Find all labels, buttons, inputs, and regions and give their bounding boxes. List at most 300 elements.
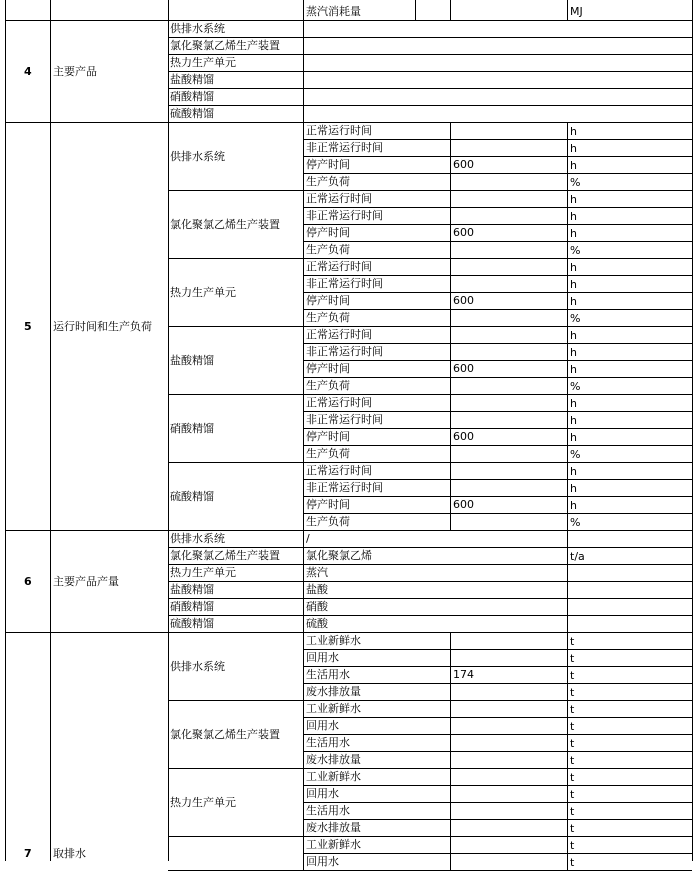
table-border-horizontal [303,853,692,854]
item-label: 回用水 [306,787,339,800]
item-unit: h [570,499,577,512]
item-label: 废水排放量 [306,753,361,766]
table-border-vertical [303,683,304,700]
item-label: 回用水 [306,719,339,732]
table-border-vertical [303,615,304,632]
item-value: 600 [453,362,474,375]
table-border-vertical [450,360,451,377]
table-border-vertical [303,360,304,377]
table-border-vertical [567,326,568,343]
table-border-vertical [303,445,304,462]
item-unit: h [570,482,577,495]
table-border-vertical [567,411,568,428]
item-label: 生活用水 [306,736,350,749]
table-border-horizontal [303,377,692,378]
unit-name: 供排水系统 [170,660,225,673]
table-border-vertical [567,513,568,530]
item-value: 600 [453,430,474,443]
table-border-horizontal [303,734,692,735]
section-title: 主要产品产量 [53,575,119,588]
table-border-vertical [303,768,304,785]
item-unit: t [570,686,575,699]
item-unit: t [570,839,575,852]
table-border-vertical [567,802,568,819]
table-border-vertical [50,0,51,861]
item-label: 工业新鲜水 [306,838,361,851]
item-unit: % [570,516,581,529]
table-border-vertical [303,428,304,445]
table-border-horizontal [5,122,692,123]
table-border-horizontal [303,700,692,701]
item-unit: t [570,703,575,716]
table-border-horizontal [303,394,692,395]
item-unit: h [570,346,577,359]
table-border-vertical [303,122,304,139]
table-border-horizontal [303,241,692,242]
table-border-vertical [450,751,451,768]
item-label: 生产负荷 [306,175,350,188]
table-border-horizontal [5,632,692,633]
table-border-horizontal [303,513,692,514]
table-border-vertical [303,734,304,751]
item-label: 生活用水 [306,668,350,681]
item-label: 停产时间 [306,498,350,511]
table-border-horizontal [168,615,692,616]
table-border-vertical [450,683,451,700]
table-border-vertical [567,190,568,207]
table-border-vertical [567,173,568,190]
item-label: 工业新鲜水 [306,702,361,715]
table-border-vertical [567,343,568,360]
item-label: 非正常运行时间 [306,277,383,290]
item-unit: % [570,312,581,325]
table-border-horizontal [168,326,303,327]
table-border-vertical [450,445,451,462]
item-value: 600 [453,158,474,171]
item-unit: t [570,652,575,665]
unit-name: 供排水系统 [170,22,225,35]
table-border-horizontal [5,20,692,21]
table-border-horizontal [168,394,303,395]
unit-name: 硫酸精馏 [170,107,214,120]
item-unit: h [570,125,577,138]
table-border-horizontal [303,445,692,446]
table-border-vertical [450,224,451,241]
table-border-vertical [303,717,304,734]
product-name: / [306,532,310,545]
table-border-vertical [450,190,451,207]
table-border-vertical [567,530,568,547]
table-border-horizontal [168,88,692,89]
table-border-vertical [303,462,304,479]
product-name: 硫酸 [306,617,328,630]
section-number: 6 [24,575,32,588]
section-title: 主要产品 [53,65,97,78]
table-border-vertical [567,479,568,496]
table-border-vertical [303,275,304,292]
table-border-horizontal [303,717,692,718]
unit-name: 氯化聚氯乙烯生产装置 [170,549,280,562]
table-border-vertical [692,0,693,861]
item-label: 非正常运行时间 [306,141,383,154]
table-border-vertical [303,785,304,802]
table-border-vertical [303,496,304,513]
item-unit: % [570,448,581,461]
table-border-horizontal [168,598,692,599]
table-border-vertical [567,853,568,870]
item-label: 停产时间 [306,362,350,375]
table-border-vertical [303,105,304,122]
table-border-vertical [450,819,451,836]
table-border-vertical [303,156,304,173]
item-value: 174 [453,668,474,681]
item-label: 正常运行时间 [306,192,372,205]
table-border-horizontal [168,581,692,582]
item-unit: t [570,737,575,750]
table-border-vertical [415,0,416,20]
table-border-vertical [567,717,568,734]
table-border-vertical [450,0,451,20]
table-border-vertical [450,700,451,717]
table-border-vertical [450,258,451,275]
item-label: 工业新鲜水 [306,634,361,647]
table-border-horizontal [168,836,303,837]
table-border-vertical [450,802,451,819]
table-border-vertical [567,445,568,462]
item-label: 正常运行时间 [306,328,372,341]
table-border-vertical [450,411,451,428]
table-border-vertical [450,309,451,326]
table-border-horizontal [168,768,303,769]
table-border-horizontal [168,547,692,548]
unit-name: 氯化聚氯乙烯生产装置 [170,728,280,741]
table-border-vertical [303,581,304,598]
item-label: 废水排放量 [306,821,361,834]
item-unit: t [570,720,575,733]
table-border-vertical [567,224,568,241]
table-border-vertical [567,394,568,411]
product-name: 盐酸 [306,583,328,596]
table-border-horizontal [303,479,692,480]
table-border-vertical [567,700,568,717]
table-border-vertical [567,564,568,581]
table-border-vertical [567,734,568,751]
table-border-vertical [450,394,451,411]
table-border-horizontal [303,802,692,803]
table-border-vertical [567,768,568,785]
table-border-vertical [450,275,451,292]
table-border-vertical [303,394,304,411]
item-unit: t [570,822,575,835]
item-unit: h [570,329,577,342]
table-border-vertical [567,241,568,258]
table-border-horizontal [303,819,692,820]
table-border-horizontal [303,275,692,276]
table-border-horizontal [168,462,303,463]
item-unit: t [570,805,575,818]
item-label: 生产负荷 [306,243,350,256]
table-border-vertical [567,139,568,156]
table-border-vertical [567,598,568,615]
table-border-vertical [303,139,304,156]
item-label: 正常运行时间 [306,124,372,137]
item-label: 生活用水 [306,804,350,817]
table-border-vertical [450,122,451,139]
table-border-vertical [303,343,304,360]
unit-name: 硝酸精馏 [170,90,214,103]
table-border-vertical [450,428,451,445]
table-border-horizontal [303,768,692,769]
unit-name: 硫酸精馏 [170,617,214,630]
table-border-vertical [450,156,451,173]
table-border-vertical [303,836,304,853]
unit-name: 氯化聚氯乙烯生产装置 [170,218,280,231]
unit-label: MJ [570,5,583,18]
table-border-vertical [303,20,304,37]
table-border-vertical [567,649,568,666]
table-border-horizontal [303,683,692,684]
table-border-vertical [450,479,451,496]
item-unit: h [570,414,577,427]
table-border-vertical [450,207,451,224]
table-border-vertical [303,88,304,105]
table-border-horizontal [303,139,692,140]
table-border-vertical [303,0,304,20]
table-border-horizontal [168,71,692,72]
unit-label: t/a [570,550,585,563]
table-border-vertical [303,224,304,241]
table-border-vertical [450,513,451,530]
unit-name: 热力生产单元 [170,56,236,69]
table-border-vertical [567,836,568,853]
unit-name: 热力生产单元 [170,796,236,809]
table-border-vertical [303,564,304,581]
item-unit: h [570,278,577,291]
table-border-horizontal [303,343,692,344]
table-border-vertical [303,37,304,54]
table-border-horizontal [5,530,692,531]
table-border-vertical [567,275,568,292]
section-number: 7 [24,847,32,860]
table-border-vertical [450,768,451,785]
item-unit: % [570,244,581,257]
item-label: 停产时间 [306,158,350,171]
item-label: 回用水 [306,651,339,664]
item-value: 600 [453,226,474,239]
item-unit: h [570,142,577,155]
item-label: 停产时间 [306,294,350,307]
table-border-horizontal [303,173,692,174]
item-label: 回用水 [306,855,339,868]
section-title: 取排水 [53,847,86,860]
item-value: 600 [453,294,474,307]
table-border-vertical [303,598,304,615]
table-border-vertical [450,139,451,156]
table-border-vertical [450,785,451,802]
unit-name: 供排水系统 [170,532,225,545]
item-label: 正常运行时间 [306,260,372,273]
table-border-vertical [303,547,304,564]
table-border-vertical [567,258,568,275]
table-border-vertical [303,258,304,275]
table-border-vertical [450,666,451,683]
item-label: 工业新鲜水 [306,770,361,783]
table-border-horizontal [168,700,303,701]
item-unit: h [570,193,577,206]
section-number: 4 [24,65,32,78]
table-border-vertical [567,292,568,309]
section-number: 5 [24,320,32,333]
item-unit: h [570,465,577,478]
table-border-horizontal [168,190,303,191]
item-label: 正常运行时间 [306,464,372,477]
table-border-horizontal [303,496,692,497]
table-border-horizontal [303,309,692,310]
unit-name: 盐酸精馏 [170,354,214,367]
table-border-vertical [303,309,304,326]
table-border-vertical [303,751,304,768]
item-label: 停产时间 [306,226,350,239]
item-unit: % [570,380,581,393]
table-border-horizontal [168,564,692,565]
table-border-vertical [303,479,304,496]
table-border-vertical [303,802,304,819]
table-border-vertical [450,632,451,649]
item-unit: h [570,397,577,410]
table-border-vertical [303,700,304,717]
table-border-vertical [450,734,451,751]
table-border-horizontal [303,751,692,752]
table-border-vertical [303,666,304,683]
item-unit: h [570,261,577,274]
table-border-horizontal [168,105,692,106]
table-border-horizontal [303,156,692,157]
unit-name: 硝酸精馏 [170,600,214,613]
table-border-vertical [303,632,304,649]
table-border-vertical [567,156,568,173]
item-label: 废水排放量 [306,685,361,698]
item-label: 生产负荷 [306,515,350,528]
table-border-vertical [567,462,568,479]
table-border-vertical [567,666,568,683]
table-border-vertical [567,360,568,377]
table-border-vertical [303,71,304,88]
table-border-horizontal [303,292,692,293]
table-border-vertical [450,173,451,190]
item-unit: h [570,159,577,172]
product-name: 硝酸 [306,600,328,613]
table-border-vertical [567,819,568,836]
table-border-vertical [567,632,568,649]
unit-name: 盐酸精馏 [170,73,214,86]
table-border-horizontal [303,190,692,191]
table-border-vertical [567,683,568,700]
table-border-vertical [303,190,304,207]
item-unit: h [570,363,577,376]
table-border-vertical [168,0,169,861]
table-border-vertical [450,326,451,343]
table-border-vertical [567,0,568,20]
table-border-vertical [567,309,568,326]
table-border-vertical [303,530,304,547]
item-unit: t [570,771,575,784]
table-border-vertical [567,785,568,802]
unit-name: 硫酸精馏 [170,490,214,503]
unit-name: 供排水系统 [170,150,225,163]
unit-name: 氯化聚氯乙烯生产装置 [170,39,280,52]
item-unit: h [570,431,577,444]
table-border-vertical [303,241,304,258]
item-label: 非正常运行时间 [306,413,383,426]
table-border-vertical [303,377,304,394]
table-border-vertical [450,717,451,734]
row-label: 蒸汽消耗量 [306,5,361,18]
table-border-vertical [450,853,451,870]
table-border-horizontal [303,649,692,650]
item-unit: % [570,176,581,189]
table-border-vertical [303,853,304,870]
item-label: 正常运行时间 [306,396,372,409]
table-border-horizontal [303,428,692,429]
item-label: 非正常运行时间 [306,481,383,494]
table-border-vertical [303,819,304,836]
item-label: 生产负荷 [306,447,350,460]
item-label: 非正常运行时间 [306,209,383,222]
item-unit: t [570,635,575,648]
table-border-vertical [450,649,451,666]
table-border-vertical [303,54,304,71]
table-border-vertical [567,496,568,513]
table-border-horizontal [168,258,303,259]
table-border-horizontal [303,326,692,327]
table-border-vertical [303,207,304,224]
table-border-vertical [303,173,304,190]
table-border-vertical [450,241,451,258]
item-unit: t [570,754,575,767]
unit-name: 热力生产单元 [170,286,236,299]
unit-name: 硝酸精馏 [170,422,214,435]
table-border-horizontal [303,666,692,667]
table-border-horizontal [168,54,692,55]
table-border-horizontal [303,207,692,208]
section-title: 运行时间和生产负荷 [53,320,152,333]
item-unit: h [570,210,577,223]
table-border-vertical [303,411,304,428]
table-border-horizontal [303,836,692,837]
table-border-vertical [303,326,304,343]
item-label: 生产负荷 [306,379,350,392]
table-border-vertical [450,292,451,309]
table-border-horizontal [303,785,692,786]
table-border-horizontal [303,411,692,412]
unit-name: 热力生产单元 [170,566,236,579]
item-unit: t [570,856,575,869]
product-name: 蒸汽 [306,566,328,579]
table-border-vertical [567,122,568,139]
table-border-vertical [450,462,451,479]
product-name: 氯化聚氯乙烯 [306,549,372,562]
table-border-horizontal [303,258,692,259]
table-border-vertical [567,547,568,564]
table-border-vertical [303,292,304,309]
table-border-vertical [567,428,568,445]
table-border-vertical [567,615,568,632]
item-label: 停产时间 [306,430,350,443]
table-border-vertical [450,496,451,513]
item-unit: h [570,295,577,308]
item-value: 600 [453,498,474,511]
item-label: 非正常运行时间 [306,345,383,358]
